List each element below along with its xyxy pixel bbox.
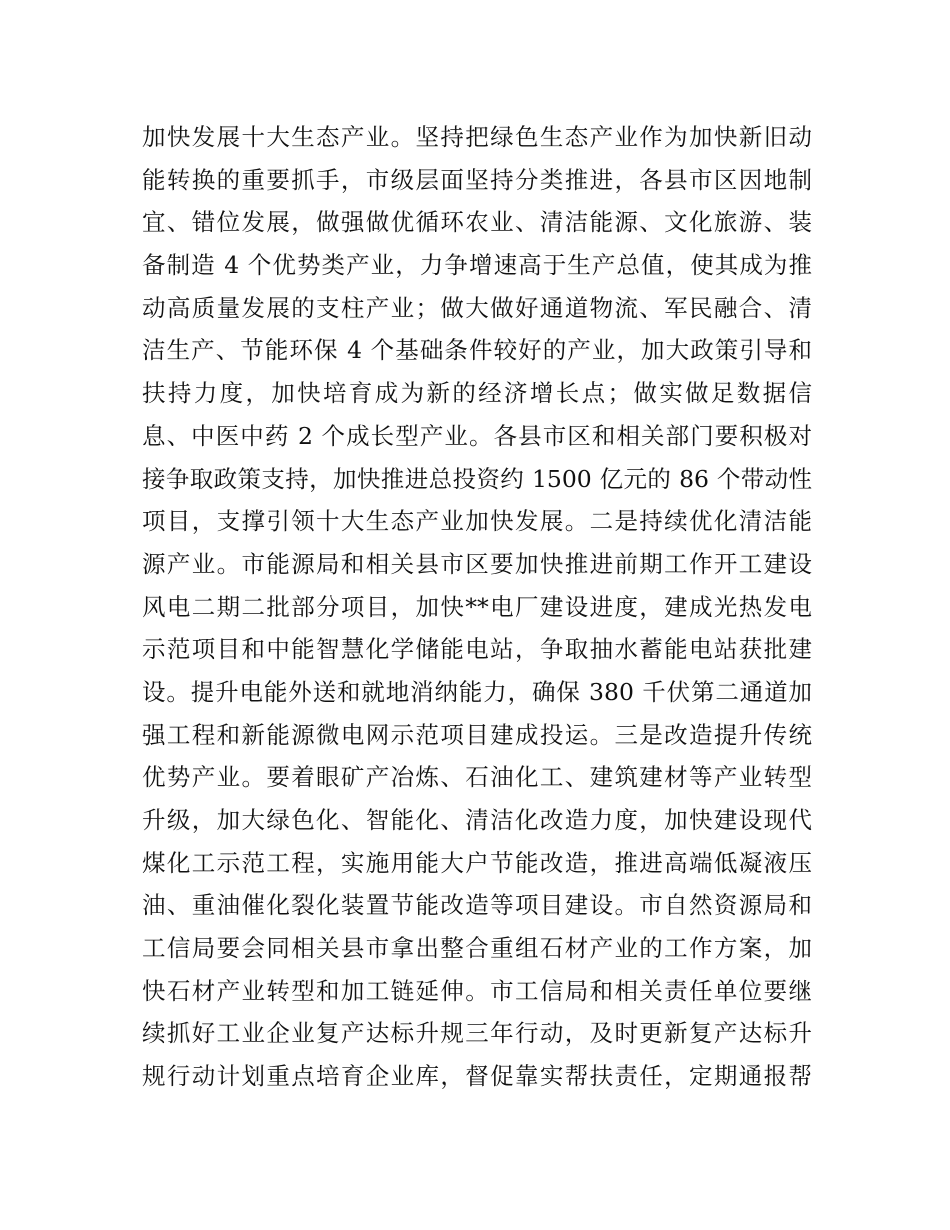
text-line: 洁生产、节能环保 4 个基础条件较好的产业，加大政策引导和 — [142, 336, 812, 365]
text-line: 升级，加大绿色化、智能化、清洁化改造力度，加快建设现代 — [142, 806, 812, 834]
text-line: 快石材产业转型和加工链延伸。市工信局和相关责任单位要继 — [142, 976, 812, 1005]
text-line: 息、中医中药 2 个成长型产业。各县市区和相关部门要积极对 — [142, 421, 812, 450]
text-line: 续抓好工业企业复产达标升规三年行动，及时更新复产达标升 — [142, 1019, 812, 1048]
text-line: 示范项目和中能智慧化学储能电站，争取抽水蓄能电站获批建 — [142, 635, 812, 664]
text-line: 规行动计划重点培育企业库，督促靠实帮扶责任，定期通报帮 — [142, 1062, 812, 1091]
text-line: 扶持力度，加快培育成为新的经济增长点；做实做足数据信 — [142, 379, 812, 408]
text-line: 油、重油催化裂化装置节能改造等项目建设。市自然资源局和 — [142, 891, 812, 920]
text-line: 接争取政策支持，加快推进总投资约 1500 亿元的 86 个带动性 — [142, 464, 812, 493]
text-line: 源产业。市能源局和相关县市区要加快推进前期工作开工建设 — [142, 549, 812, 578]
text-line: 宜、错位发展，做强做优循环农业、清洁能源、文化旅游、装 — [142, 208, 812, 237]
text-line: 项目，支撑引领十大生态产业加快发展。二是持续优化清洁能 — [142, 507, 812, 536]
text-line: 动高质量发展的支柱产业；做大做好通道物流、军民融合、清 — [142, 293, 812, 322]
text-line: 强工程和新能源微电网示范项目建成投运。三是改造提升传统 — [142, 720, 812, 749]
text-line: 能转换的重要抓手，市级层面坚持分类推进，各县市区因地制 — [142, 165, 812, 194]
text-line: 加快发展十大生态产业。坚持把绿色生态产业作为加快新旧动 — [142, 123, 812, 151]
text-line: 风电二期二批部分项目，加快**电厂建设进度，建成光热发电 — [142, 592, 812, 621]
text-line: 设。提升电能外送和就地消纳能力，确保 380 千伏第二通道加 — [142, 677, 812, 706]
text-line: 优势产业。要着眼矿产冶炼、石油化工、建筑建材等产业转型 — [142, 763, 812, 792]
text-line: 备制造 4 个优势类产业，力争增速高于生产总值，使其成为推 — [142, 251, 812, 280]
body-paragraph — [142, 116, 812, 1098]
text-line: 工信局要会同相关县市拿出整合重组石材产业的工作方案，加 — [142, 934, 812, 963]
text-line: 煤化工示范工程，实施用能大户节能改造，推进高端低凝液压 — [142, 848, 812, 877]
